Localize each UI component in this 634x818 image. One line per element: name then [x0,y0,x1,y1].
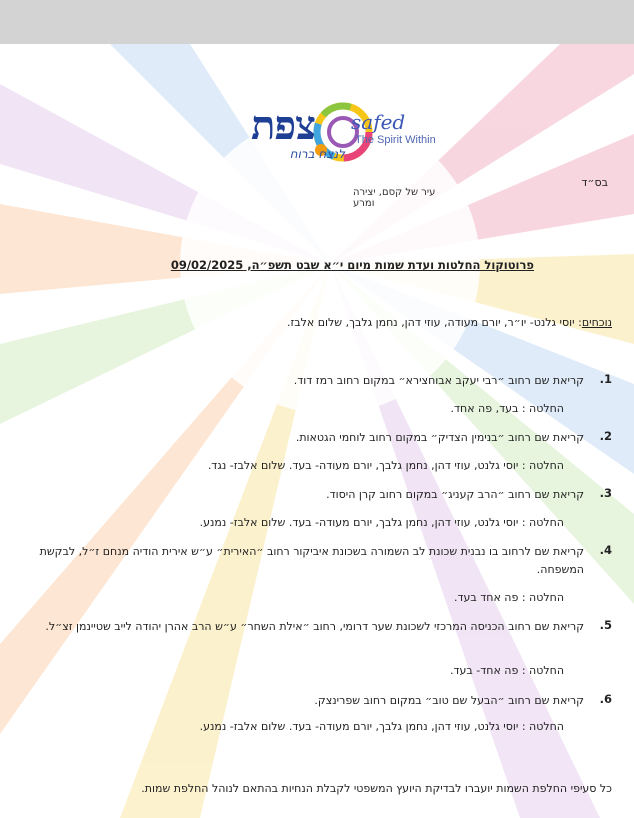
top-gray-bar [0,0,634,44]
closing-paragraph: כל סעיפי החלפת השמות יועברו לבדיקת היועץ המשפטי לקבלת הנחיות בהתאם לנוהל החלפת שמות. [141,782,612,795]
item-number: 3. [599,486,612,500]
item-number: 1. [599,372,612,386]
item-text: קריאת שם רחוב ״הבעל שם טוב״ במקום רחוב שפרינצק. [314,694,584,707]
item-decision: החלטה : יוסי גלנט, עוזי דהן, נחמן גלבך, יורם מעודה- בעד. שלום אלבז- נגד. [207,459,564,472]
item-number: 4. [599,543,612,557]
logo-latin-name: safed [351,110,406,134]
attendees-line [287,316,612,329]
item-decision: החלטה : יוסי גלנט, עוזי דהן, נחמן גלבך, יורם מעודה- בעד. שלום אלבז- נמנע. [199,516,564,529]
item-text: קריאת שם לרחוב בו נבנית שכונת לב השמורה בשכונת איביקור רחוב ״האירית״ ע״ש אירית הודיה מנחם ז״ל, לבקשת המשפחה. [39,545,584,576]
logo-hebrew-tagline: עיר של קסם, יצירה ומרע [353,187,436,209]
attendees-text: : יוסי גלנט- יו״ר, יורם מעודה, עוזי דהן, נחמן גלבך, שלום אלבז. [286,316,582,329]
item-decision: החלטה : פה אחד- בעד. [450,664,564,677]
logo-english-tagline: The Spirit Within [355,134,436,146]
item-text: קריאת שם רחוב ״רבי יעקב אבוחצירא״ במקום רחוב רמז דוד. [293,374,584,387]
item-number: 6. [599,692,612,706]
safed-logo [213,92,463,209]
document-page [0,44,634,818]
bsd-header: בס״ד [581,176,608,189]
item-decision: החלטה : בעד, פה אחד. [450,402,564,415]
document-title: פרוטוקול החלטות ועדת שמות מיום י״א שבט תשפ״ה, 09/02/2025 [170,258,534,272]
item-decision: החלטה : יוסי גלנט, עוזי דהן, נחמן גלבך, יורם מעודה- בעד. שלום אלבז- נמנע. [199,720,564,733]
item-text: קריאת שם רחוב הכניסה המרכזי לשכונת שער דרומי, רחוב ״אילת השחר״ ע״ש הרב אהרן יהודה לייב שטיינמן זצ״ל. [45,620,584,633]
item-number: 5. [599,618,612,632]
item-text: קריאת שם רחוב ״הרב קעניג״ במקום רחוב קרן היסוד. [326,488,584,501]
attendees-label: נוכחים [581,316,612,329]
logo-hebrew-subtitle: לנצח ברוח [289,147,345,161]
logo-hebrew-name: צפת [250,102,316,149]
item-text: קריאת שם רחוב ״בנימין הצדיק״ במקום רחוב לוחמי הגטאות. [295,431,584,444]
item-number: 2. [599,429,612,443]
item-decision: החלטה : פה אחד בעד. [454,591,564,604]
